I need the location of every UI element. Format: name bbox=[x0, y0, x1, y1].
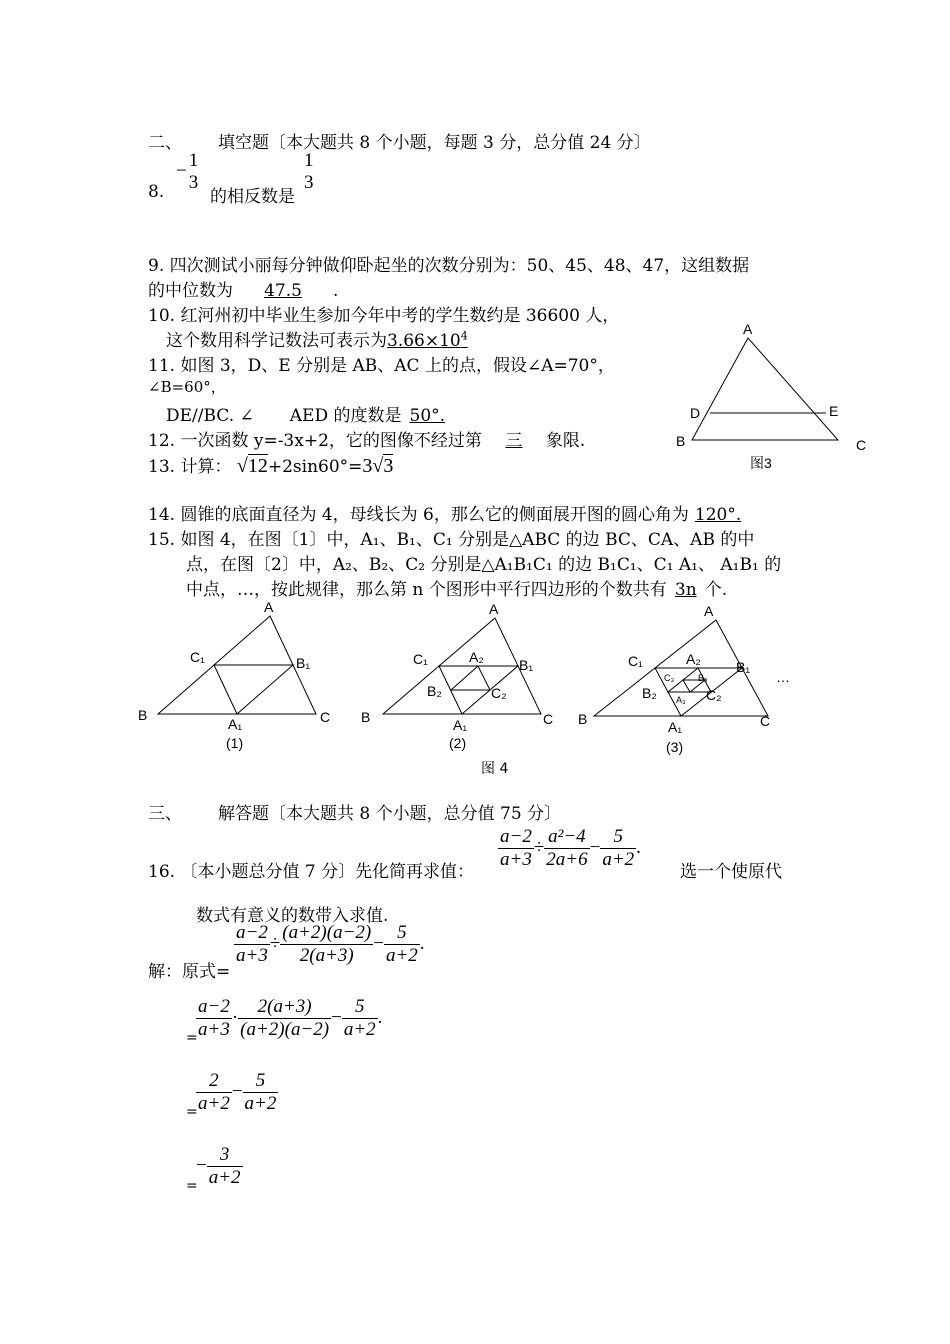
fig4-3-label-a3: A₃ bbox=[676, 695, 686, 705]
q11-line1: 11. 如图 3，D、E 分别是 AB、AC 上的点，假设∠A=70°， bbox=[148, 356, 615, 376]
fig4-2-label-c1: C₁ bbox=[413, 651, 428, 667]
solution-step3-eq: = bbox=[186, 1104, 198, 1120]
q12-line: 12. 一次函数 y=-3x+2，它的图像不经过第 三 象限. bbox=[148, 426, 585, 451]
q9-line1: 9. 四次测试小丽每分钟做仰卧起坐的次数分别为：50、45、48、47，这组数据 bbox=[148, 256, 750, 276]
fig4-2-label-a1: A₁ bbox=[453, 717, 468, 733]
fig4-1-label-b1: B₁ bbox=[296, 655, 311, 671]
figure-3 bbox=[670, 318, 870, 478]
fig4-3-label-c1: C₁ bbox=[628, 653, 643, 669]
fig3-label-d: D bbox=[690, 405, 701, 421]
fig4-3-caption: (3) bbox=[666, 739, 684, 755]
fig4-2-caption: (2) bbox=[449, 735, 467, 751]
q14-line: 14. 圆锥的底面直径为 4，母线长为 6，那么它的侧面展开图的圆心角为 120°. bbox=[148, 505, 742, 525]
q12-answer: 三 bbox=[505, 431, 523, 451]
fig4-2-label-b: B bbox=[361, 709, 371, 725]
fig4-3-label-c2: C₂ bbox=[706, 687, 722, 703]
fig4-1-label-a1: A₁ bbox=[228, 716, 243, 732]
q8-number: 8. bbox=[148, 182, 165, 202]
fig3-label-b: B bbox=[676, 433, 686, 449]
section2-heading: 二、 填空题〔本大题共 8 个小题，每题 3 分，总分值 24 分〕 bbox=[148, 133, 651, 153]
fig4-3-ellipsis: … bbox=[776, 669, 790, 685]
solution-step3: $\frac{2}{a+2}$ − $\frac{5}{a+2}$ bbox=[198, 1070, 277, 1114]
solution-step1: $\frac{a-2}{a+3}$ ÷ $\frac{(a+2)(a-2)}{2(a+3)}$ − $\frac{5}{a+2}$ . bbox=[236, 922, 425, 966]
q11-line3: DE//BC. ∠ AED 的度数是 50°. bbox=[166, 406, 446, 426]
fig4-1-label-a: A bbox=[264, 599, 274, 615]
solution-step4: − $\frac{3}{a+2}$ bbox=[196, 1144, 241, 1188]
fig4-1-label-b: B bbox=[138, 707, 148, 723]
fig4-3-label-a: A bbox=[704, 603, 714, 619]
fig4-3-label-a2: A₂ bbox=[686, 651, 701, 667]
q15-answer: 3n bbox=[674, 580, 697, 600]
q16-pre: 16. 〔本小题总分值 7 分〕先化简再求值： bbox=[148, 862, 475, 882]
fig4-2-medial2 bbox=[451, 666, 490, 690]
q9-line2: 的中位数为 47.5 . bbox=[148, 281, 339, 301]
fig4-1-caption: (1) bbox=[226, 735, 244, 751]
figure-4-1 bbox=[130, 596, 350, 756]
q13-answer: 3√3 bbox=[362, 455, 394, 477]
fig4-3-label-c: C bbox=[760, 713, 771, 729]
fig4-2-label-b2: B₂ bbox=[427, 683, 442, 699]
fig4-2-label-c2: C₂ bbox=[491, 685, 507, 701]
fig4-3-label-c3: C₃ bbox=[664, 673, 675, 683]
solution-step4-eq: = bbox=[186, 1178, 198, 1194]
fig4-3-label-a1: A₁ bbox=[668, 719, 683, 735]
fig3-label-e: E bbox=[829, 403, 839, 419]
fig3-label-c: C bbox=[856, 437, 867, 453]
fig3-triangle bbox=[692, 338, 838, 440]
q10-line1: 10. 红河州初中毕业生参加今年中考的学生数约是 36600 人， bbox=[148, 306, 620, 326]
solution-step2: $\frac{a-2}{a+3}$ · $\frac{2(a+3)}{(a+2)(a-2)}$ − $\frac{5}{a+2}$ . bbox=[198, 996, 383, 1040]
q16-line2: 数式有意义的数带入求值. bbox=[196, 906, 389, 926]
fig4-1-label-c1: C₁ bbox=[190, 649, 205, 665]
figure-4-2 bbox=[355, 596, 575, 756]
fig4-3-label-b3: B₃ bbox=[698, 673, 708, 683]
fig4-3-label-b2: B₂ bbox=[642, 685, 657, 701]
q10-line2: 这个数用科学记数法可表示为$3.66\times 10^4$ bbox=[166, 329, 468, 351]
fig3-label-a: A bbox=[743, 321, 753, 337]
q14-answer: 120°. bbox=[694, 505, 742, 525]
q8-answer: 1 3 bbox=[304, 150, 314, 193]
fig3-caption: 图3 bbox=[750, 455, 772, 471]
figure-4-caption: 图 4 bbox=[481, 761, 509, 777]
fig4-3-label-b1: B₁ bbox=[736, 659, 751, 675]
q16-post: 选一个使原代 bbox=[680, 862, 782, 882]
fig4-3-label-b: B bbox=[578, 711, 588, 727]
fig4-1-label-c: C bbox=[320, 709, 331, 725]
solution-step2-eq: = bbox=[186, 1030, 198, 1046]
q11-line2: ∠B=60°， bbox=[148, 378, 226, 396]
section3-heading: 三、 解答题〔本大题共 8 个小题，总分值 75 分〕 bbox=[148, 804, 562, 824]
q10-answer: $3.66\times 10^4$ bbox=[387, 329, 468, 351]
q9-answer: 47.5 bbox=[264, 281, 302, 301]
q11-answer: 50°. bbox=[409, 406, 446, 426]
q15-line3: 中点，…，按此规律，那么第 n 个图形中平行四边形的个数共有 3n 个. bbox=[186, 580, 728, 600]
q8-text: 的相反数是 bbox=[210, 187, 295, 207]
fig4-2-label-c: C bbox=[543, 711, 554, 727]
fig4-2-label-b1: B₁ bbox=[519, 657, 534, 673]
q16-expression: $\frac{a-2}{a+3}$ ÷ $\frac{\text{a²−4}}{2a+6}$ − $\frac{5}{a+2}$ . bbox=[500, 826, 641, 870]
figure-4-3 bbox=[572, 598, 832, 758]
fig4-2-label-a2: A₂ bbox=[469, 649, 484, 665]
fig4-2-label-a: A bbox=[489, 601, 499, 617]
q15-line1: 15. 如图 4，在图〔1〕中，A₁、B₁、C₁ 分别是△ABC 的边 BC、CA、AB 的中 bbox=[148, 530, 755, 550]
q15-line2: 点，在图〔2〕中，A₂、B₂、C₂ 分别是△A₁B₁C₁ 的边 B₁C₁、C₁ A₁、 A₁B₁ 的 bbox=[186, 555, 782, 575]
q13-line: 13. 计算： √12+2sin60°=3√3 bbox=[148, 455, 394, 477]
q8-expression: − 1 3 bbox=[176, 150, 199, 193]
solution-label: 解：原式= bbox=[148, 962, 231, 982]
fig4-1-medial bbox=[214, 665, 293, 714]
